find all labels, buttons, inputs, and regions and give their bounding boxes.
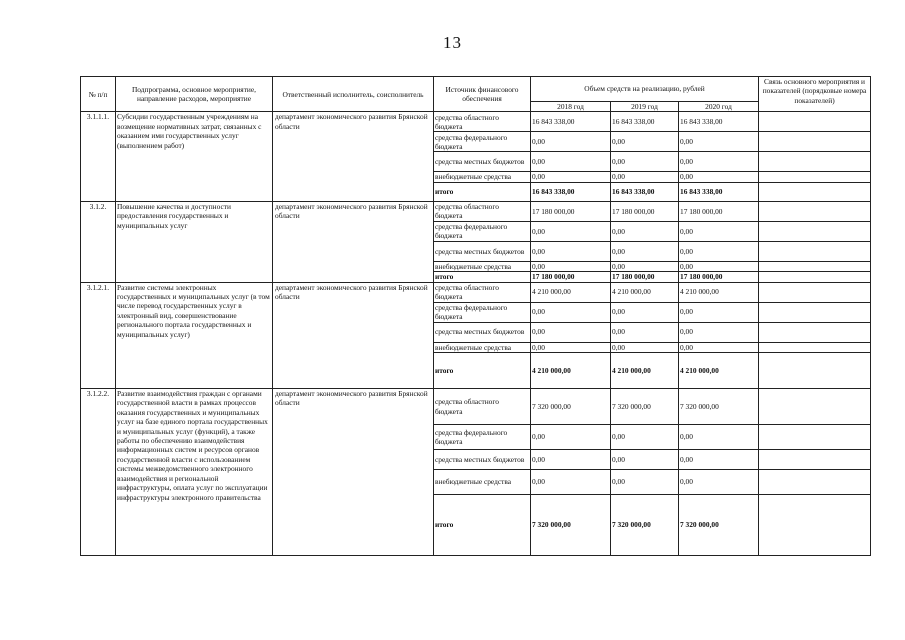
item-description: Развитие взаимодействия граждан с органами государственной власти в рамках процессов оказания государственных и муниципальных услуг на базе единого портала государственных и муниципальных услуг (функций), а также работы по обеспечению взаимодействия информационных систем и ресурсов органов государственной власти с использованием системы межведомственного электронного взаимодействия и региональной инфраструктуры, оплата услуг по эксплуатации инфраструктуры электронного правительства: [116, 389, 273, 556]
funding-source: средства федерального бюджета: [434, 302, 531, 322]
amount-cell: 4 210 000,00: [531, 282, 611, 302]
item-executor: департамент экономического развития Брянской области: [273, 112, 434, 201]
amount-cell: 16 843 338,00: [531, 182, 611, 201]
amount-cell: 0,00: [611, 322, 679, 342]
amount-cell: 17 180 000,00: [531, 201, 611, 221]
indicator-link-cell: [759, 495, 871, 556]
table-row: [81, 389, 871, 425]
header-num: № п/п: [81, 77, 116, 112]
amount-cell: 0,00: [679, 302, 759, 322]
amount-cell: 0,00: [679, 241, 759, 261]
funding-source: итого: [434, 182, 531, 201]
funding-source: внебюджетные средства: [434, 172, 531, 182]
item-executor: департамент экономического развития Брянской области: [273, 282, 434, 388]
amount-cell: 4 210 000,00: [679, 353, 759, 389]
indicator-link-cell: [759, 152, 871, 172]
amount-cell: 0,00: [679, 152, 759, 172]
item-executor: департамент экономического развития Брянской области: [273, 389, 434, 556]
funding-source: средства областного бюджета: [434, 112, 531, 132]
amount-cell: 4 210 000,00: [679, 282, 759, 302]
funding-source: средства федерального бюджета: [434, 132, 531, 152]
amount-cell: 0,00: [531, 241, 611, 261]
amount-cell: 0,00: [611, 132, 679, 152]
indicator-link-cell: [759, 182, 871, 201]
indicator-link-cell: [759, 425, 871, 450]
amount-cell: 0,00: [531, 470, 611, 495]
item-number: 3.1.2.1.: [81, 282, 116, 388]
amount-cell: 7 320 000,00: [679, 389, 759, 425]
funding-source: итого: [434, 353, 531, 389]
amount-cell: 17 180 000,00: [679, 272, 759, 282]
amount-cell: 17 180 000,00: [531, 272, 611, 282]
indicator-link-cell: [759, 261, 871, 271]
amount-cell: 0,00: [679, 172, 759, 182]
amount-cell: 0,00: [611, 302, 679, 322]
indicator-link-cell: [759, 302, 871, 322]
amount-cell: 0,00: [531, 322, 611, 342]
indicator-link-cell: [759, 342, 871, 352]
amount-cell: 0,00: [679, 132, 759, 152]
amount-cell: 16 843 338,00: [611, 182, 679, 201]
amount-cell: 0,00: [679, 261, 759, 271]
amount-cell: 0,00: [531, 152, 611, 172]
funding-source: внебюджетные средства: [434, 261, 531, 271]
indicator-link-cell: [759, 470, 871, 495]
indicator-link-cell: [759, 450, 871, 470]
header-subprogram: Подпрограмма, основное мероприятие, направление расходов, мероприятие: [116, 77, 273, 112]
indicator-link-cell: [759, 282, 871, 302]
amount-cell: 4 210 000,00: [611, 353, 679, 389]
header-year-2018: 2018 год: [531, 102, 611, 112]
amount-cell: 7 320 000,00: [531, 389, 611, 425]
header-link: Связь основного мероприятия и показателей (порядковые номера показателей): [759, 77, 871, 112]
indicator-link-cell: [759, 221, 871, 241]
amount-cell: 0,00: [679, 221, 759, 241]
amount-cell: 0,00: [531, 302, 611, 322]
table-row: [81, 201, 871, 221]
item-description: Развитие системы электронных государственных и муниципальных услуг (в том числе перевод государственных услуг в электронный вид, совершенствование регионального портала государственных и муниципальных услуг): [116, 282, 273, 388]
amount-cell: 0,00: [611, 221, 679, 241]
item-number: 3.1.2.2.: [81, 389, 116, 556]
indicator-link-cell: [759, 172, 871, 182]
amount-cell: 17 180 000,00: [679, 201, 759, 221]
item-number: 3.1.2.: [81, 201, 116, 282]
amount-cell: 0,00: [531, 342, 611, 352]
amount-cell: 4 210 000,00: [611, 282, 679, 302]
funding-source: средства местных бюджетов: [434, 450, 531, 470]
amount-cell: 0,00: [531, 172, 611, 182]
indicator-link-cell: [759, 241, 871, 261]
amount-cell: 0,00: [679, 470, 759, 495]
budget-body: [81, 112, 871, 556]
amount-cell: 0,00: [531, 132, 611, 152]
funding-source: итого: [434, 272, 531, 282]
funding-source: средства местных бюджетов: [434, 152, 531, 172]
page-number: 13: [443, 33, 462, 52]
item-number: 3.1.1.1.: [81, 112, 116, 201]
amount-cell: 7 320 000,00: [611, 389, 679, 425]
funding-source: средства областного бюджета: [434, 389, 531, 425]
amount-cell: 0,00: [531, 450, 611, 470]
indicator-link-cell: [759, 132, 871, 152]
funding-source: внебюджетные средства: [434, 470, 531, 495]
item-executor: департамент экономического развития Брянской области: [273, 201, 434, 282]
funding-source: средства областного бюджета: [434, 201, 531, 221]
funding-source: средства местных бюджетов: [434, 322, 531, 342]
amount-cell: 0,00: [611, 342, 679, 352]
item-description: Повышение качества и доступности предоставления государственных и муниципальных услуг: [116, 201, 273, 282]
amount-cell: 0,00: [679, 425, 759, 450]
funding-source: средства федерального бюджета: [434, 425, 531, 450]
amount-cell: 0,00: [679, 450, 759, 470]
indicator-link-cell: [759, 112, 871, 132]
header-source: Источник финансового обеспечения: [434, 77, 531, 112]
amount-cell: 17 180 000,00: [611, 201, 679, 221]
amount-cell: 17 180 000,00: [611, 272, 679, 282]
table-row: [81, 112, 871, 132]
header-volume: Объем средств на реализацию, рублей: [531, 77, 759, 102]
funding-source: средства федерального бюджета: [434, 221, 531, 241]
amount-cell: 0,00: [611, 470, 679, 495]
amount-cell: 0,00: [611, 241, 679, 261]
item-description: Субсидии государственным учреждениям на возмещение нормативных затрат, связанных с оказанием ими государственных услуг (выполнением работ): [116, 112, 273, 201]
amount-cell: 0,00: [611, 261, 679, 271]
amount-cell: 0,00: [679, 322, 759, 342]
amount-cell: 16 843 338,00: [679, 112, 759, 132]
indicator-link-cell: [759, 322, 871, 342]
amount-cell: 7 320 000,00: [611, 495, 679, 556]
header-executor: Ответственный исполнитель, соисполнитель: [273, 77, 434, 112]
indicator-link-cell: [759, 201, 871, 221]
amount-cell: 16 843 338,00: [679, 182, 759, 201]
amount-cell: 0,00: [531, 425, 611, 450]
amount-cell: 16 843 338,00: [611, 112, 679, 132]
amount-cell: 16 843 338,00: [531, 112, 611, 132]
table-row: [81, 282, 871, 302]
amount-cell: 7 320 000,00: [679, 495, 759, 556]
indicator-link-cell: [759, 272, 871, 282]
budget-table: [80, 76, 871, 556]
funding-source: итого: [434, 495, 531, 556]
amount-cell: 4 210 000,00: [531, 353, 611, 389]
amount-cell: 0,00: [531, 261, 611, 271]
indicator-link-cell: [759, 353, 871, 389]
indicator-link-cell: [759, 389, 871, 425]
header-year-2019: 2019 год: [611, 102, 679, 112]
funding-source: средства местных бюджетов: [434, 241, 531, 261]
amount-cell: 0,00: [531, 221, 611, 241]
amount-cell: 0,00: [611, 425, 679, 450]
amount-cell: 0,00: [679, 342, 759, 352]
amount-cell: 0,00: [611, 152, 679, 172]
amount-cell: 7 320 000,00: [531, 495, 611, 556]
amount-cell: 0,00: [611, 172, 679, 182]
funding-source: средства областного бюджета: [434, 282, 531, 302]
header-year-2020: 2020 год: [679, 102, 759, 112]
amount-cell: 0,00: [611, 450, 679, 470]
funding-source: внебюджетные средства: [434, 342, 531, 352]
